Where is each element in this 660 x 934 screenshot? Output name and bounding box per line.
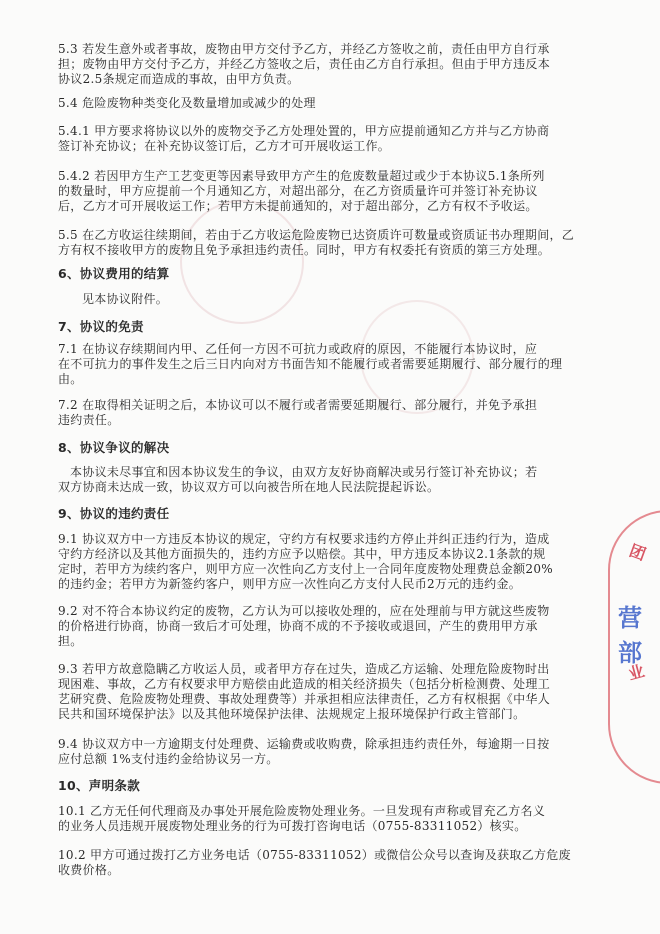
section-6-heading: 6、协议费用的结算 [58,266,170,281]
section-8-heading: 8、协议争议的解决 [58,440,170,455]
clause-9-4: 9.4 协议双方中一方逾期支付处理费、运输费或收购费，除承担违约责任外，每逾期一日按 应付总额 1%支付违约金给协议另一方。 [58,737,550,766]
clause-5-5: 5.5 在乙方收运往续期间，若由于乙方收运危险废物已达资质许可数量或资质证书办理期间，乙 方有权不接收甲方的废物且免予承担违约责任。同时，甲方有权委托有资质的第三方处理。 [58,228,575,257]
seal-char-top: 团 [626,540,649,565]
clause-5-4-2: 5.4.2 若因甲方生产工艺变更等因素导致甲方产生的危废数量超过或少于本协议5.1条所列 的数量时，甲方应提前一个月通知乙方，对超出部分，在乙方资质量许可并签订补充协议 后，乙方才可开展收运工作；若甲方未提前通知的，对于超出部分，乙方有权不予收运。 [58,169,545,213]
section-9-heading: 9、协议的违约责任 [58,506,170,521]
section-10-heading: 10、声明条款 [58,778,140,793]
seal-char-mid: 营部 [618,604,642,667]
clause-9-2: 9.2 对不符合本协议约定的废物，乙方认为可以接收处理的，应在处理前与甲方就这些废物 的价格进行协商，协商一致后才可处理，协商不成的不予接收或退回，产生的费用甲方承 担。 [58,604,550,648]
clause-7-1: 7.1 在协议存续期间内甲、乙任何一方因不可抗力或政府的原因，不能履行本协议时，应 在不可抗力的事件发生之后三日内向对方书面告知不能履行或者需要延期履行、部分履行的理 由。 [58,342,563,386]
clause-10-1: 10.1 乙方无任何代理商及办事处开展危险废物处理业务。一旦发现有声称或冒充乙方名义 的业务人员违规开展废物处理业务的行为可拨打咨询电话（0755-83311052）核实。 [58,804,546,833]
section-7-heading: 7、协议的免责 [58,319,144,334]
clause-5-4-title: 5.4 危险废物种类变化及数量增加或减少的处理 [58,96,316,110]
clause-10-2: 10.2 甲方可通过拨打乙方业务电话（0755-83311052）或微信公众号以查询及获取乙方危废 收费价格。 [58,848,571,877]
clause-7-2: 7.2 在取得相关证明之后，本协议可以不履行或者需要延期履行、部分履行，并免予承担 违约责任。 [58,398,538,427]
clause-9-1: 9.1 协议双方中一方违反本协议的规定，守约方有权要求违约方停止并纠正违约行为，造成 守约方经济以及其他方面损失的，违约方应予以赔偿。其中，甲方违反本协议2.1条款的规 定时，若甲方为续约客户，则甲方应一次性向乙方支付上一合同年度废物处理费总金额20% 的违约金；若甲方为新签约客户，则甲方应一次性向乙方支付人民币2万元的违约金。 [58,532,553,591]
clause-5-4-1: 5.4.1 甲方要求将协议以外的废物交予乙方处理处置的，甲方应提前通知乙方并与乙方协商 签订补充协议；在补充协议签订后，乙方才可开展收运工作。 [58,124,550,153]
section-6-body: 见本协议附件。 [82,292,169,306]
clause-5-3: 5.3 若发生意外或者事故，废物由甲方交付予乙方，并经乙方签收之前，责任由甲方自行承 担；废物由甲方交付予乙方，并经乙方签收之后，责任由乙方自行承担。但由于甲方违反本 协议2.5条规定而造成的事故，由甲方负责。 [58,42,551,86]
section-8-body: 本协议未尽事宜和因本协议发生的争议，由双方友好协商解决或另行签订补充协议；若 双方协商未达成一致，协议双方可以向被告所在地人民法院提起诉讼。 [58,465,538,494]
clause-9-3: 9.3 若甲方故意隐瞒乙方收运人员，或者甲方存在过失，造成乙方运输、处理危险废物时出 现困难、事故，乙方有权要求甲方赔偿由此造成的相关经济损失（包括分析检测费、处理工 艺研究费、危险废物处理费、事故处理费等）并承担相应法律责任，乙方有权根据《中华人 民共和国环境保护法》以及其他环境保护法律、法规规定上报环境保护行政主管部门。 [58,662,551,721]
seal-char-low: 业 [626,661,647,684]
